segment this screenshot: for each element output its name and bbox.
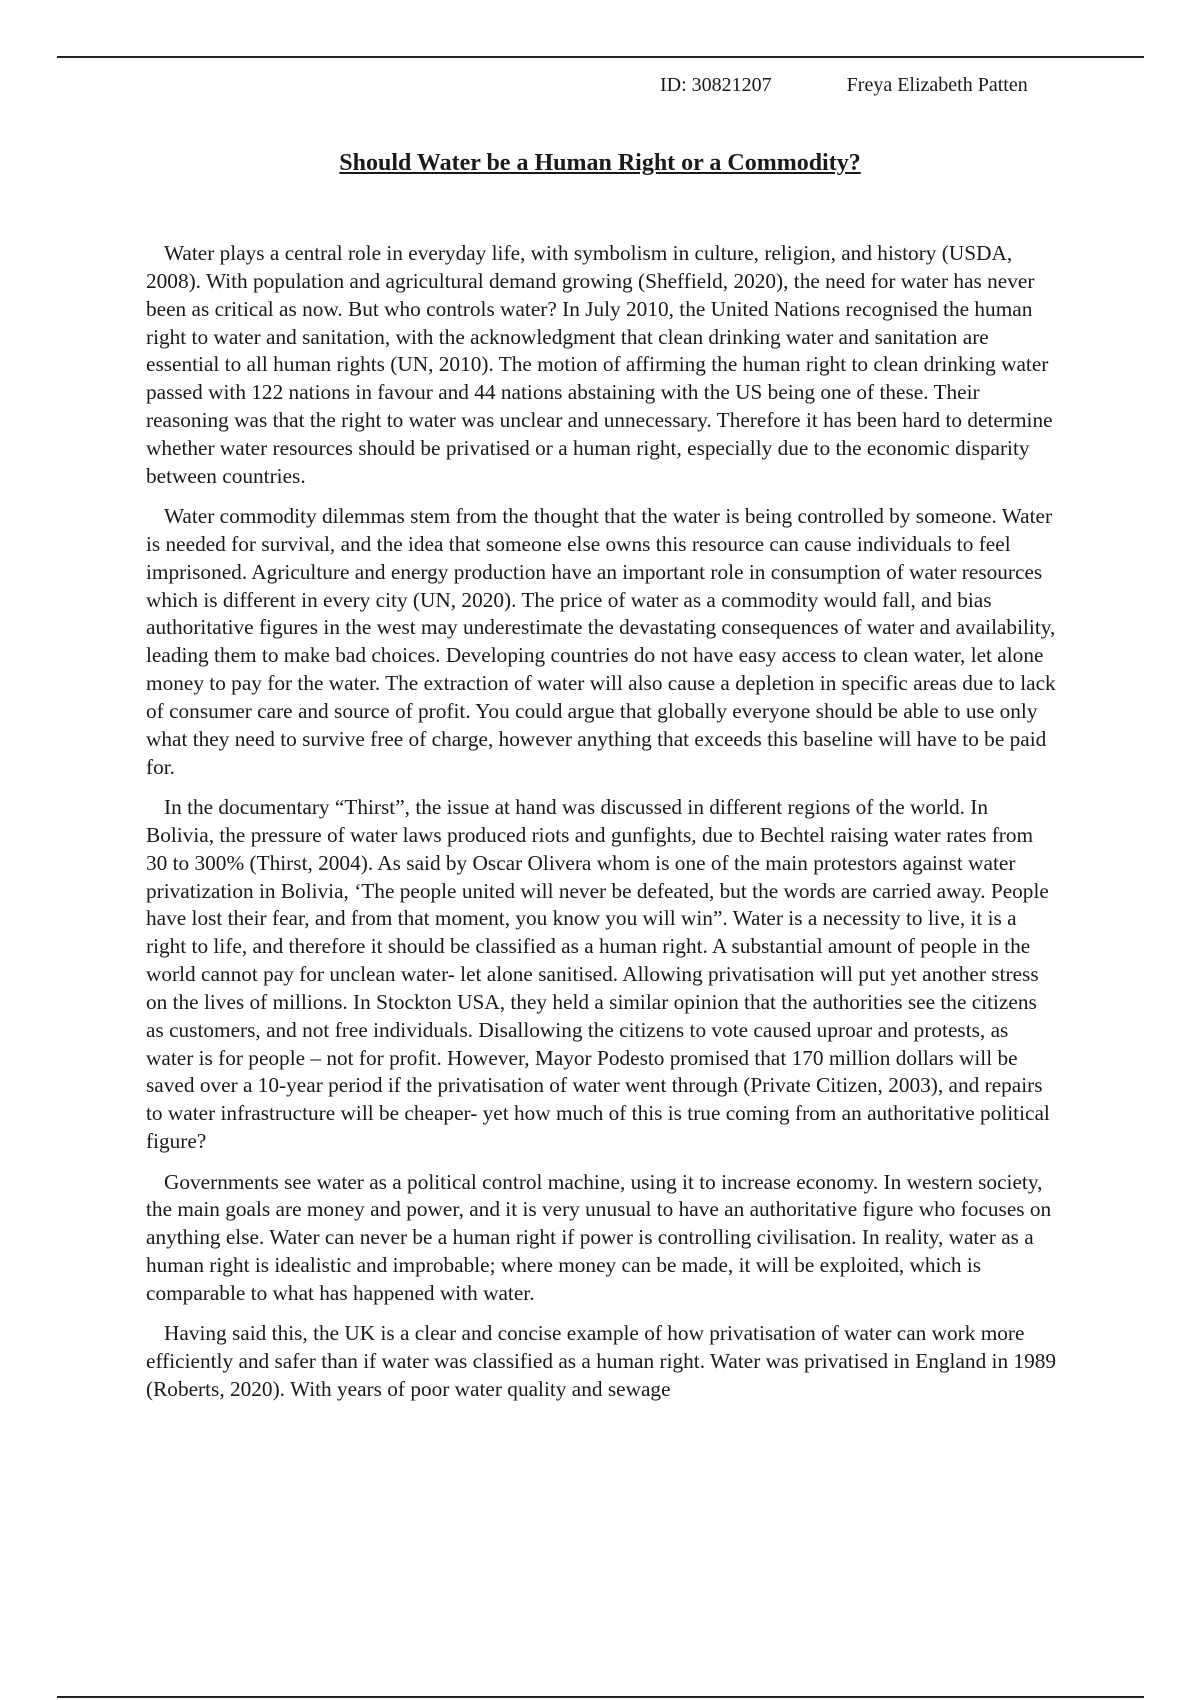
paragraph-5: Having said this, the UK is a clear and concise example of how privatisation of water can work more efficiently and safer than if water was classified as a human right. Water was privatised in England in 1989 (Roberts, 2020). With years of poor water quality and sewage — [146, 1321, 1057, 1401]
paragraph-3: In the documentary “Thirst”, the issue at hand was discussed in different regions of the world. In Bolivia, the pressure of water laws produced riots and gunfights, due to Bechtel raising water rates from 30 to 300% (Thirst, 2004). As said by Oscar Olivera whom is one of the main protestors against water privatization in Bolivia, ‘The people united will never be defeated, but the words are carried away. People have lost their fear, and from that moment, you know you will win”. Water is a necessity to live, it is a right to life, and therefore it should be classified as a human right. A substantial amount of people in the world cannot pay for unclean water- let alone sanitised. Allowing privatisation will put yet another stress on the lives of millions. In Stockton USA, they held a similar opinion that the authorities see the citizens as customers, and not free individuals. Disallowing the citizens to vote caused uproar and protests, as water is for people – not for profit. However, Mayor Podesto promised that 170 million dollars will be saved over a 10-year period if the privatisation of water went through (Private Citizen, 2003), and repairs to water infrastructure will be cheaper- yet how much of this is true coming from an authoritative political figure? — [146, 795, 1050, 1154]
bottom-rule — [57, 1696, 1144, 1698]
paragraph-2: Water commodity dilemmas stem from the thought that the water is being controlled by someone. Water is needed for survival, and the idea that someone else owns this resource can cause individuals to feel imprisoned. Agriculture and energy production have an important role in consumption of water resources which is different in every city (UN, 2020). The price of water as a commodity would fall, and bias authoritative figures in the west may underestimate the devastating consequences of water and availability, leading them to make bad choices. Developing countries do not have easy access to clean water, let alone money to pay for the water. The extraction of water will also cause a depletion in specific areas due to lack of consumer care and source of profit. You could argue that globally everyone should be able to use only what they need to survive free of charge, however anything that exceeds this baseline will have to be paid for. — [146, 504, 1056, 779]
paragraph-1: Water plays a central role in everyday life, with symbolism in culture, religion, and history (USDA, 2008). With population and agricultural demand growing (Sheffield, 2020), the need for water has never been as critical as now. But who controls water? In July 2010, the United Nations recognised the human right to water and sanitation, with the acknowledgment that clean drinking water and sanitation are essential to all human rights (UN, 2010). The motion of affirming the human right to clean drinking water passed with 122 nations in favour and 44 nations abstaining with the US being one of these. Their reasoning was that the right to water was unclear and unnecessary. Therefore it has been hard to determine whether water resources should be privatised or a human right, especially due to the economic disparity between countries. — [146, 241, 1053, 488]
document-body — [146, 240, 1058, 1416]
top-rule — [57, 56, 1144, 58]
header-meta — [660, 70, 1060, 100]
author-name: Freya Elizabeth Patten — [846, 74, 1028, 96]
document-title: Should Water be a Human Right or a Commodity? — [339, 150, 861, 176]
paragraph-4: Governments see water as a political control machine, using it to increase economy. In western society, the main goals are money and power, and it is very unusual to have an authoritative figure who focuses on anything else. Water can never be a human right if power is controlling civilisation. In reality, water as a human right is idealistic and improbable; where money can be made, it will be exploited, which is comparable to what has happened with water. — [146, 1169, 1052, 1305]
student-id: ID: 30821207 — [660, 74, 772, 96]
